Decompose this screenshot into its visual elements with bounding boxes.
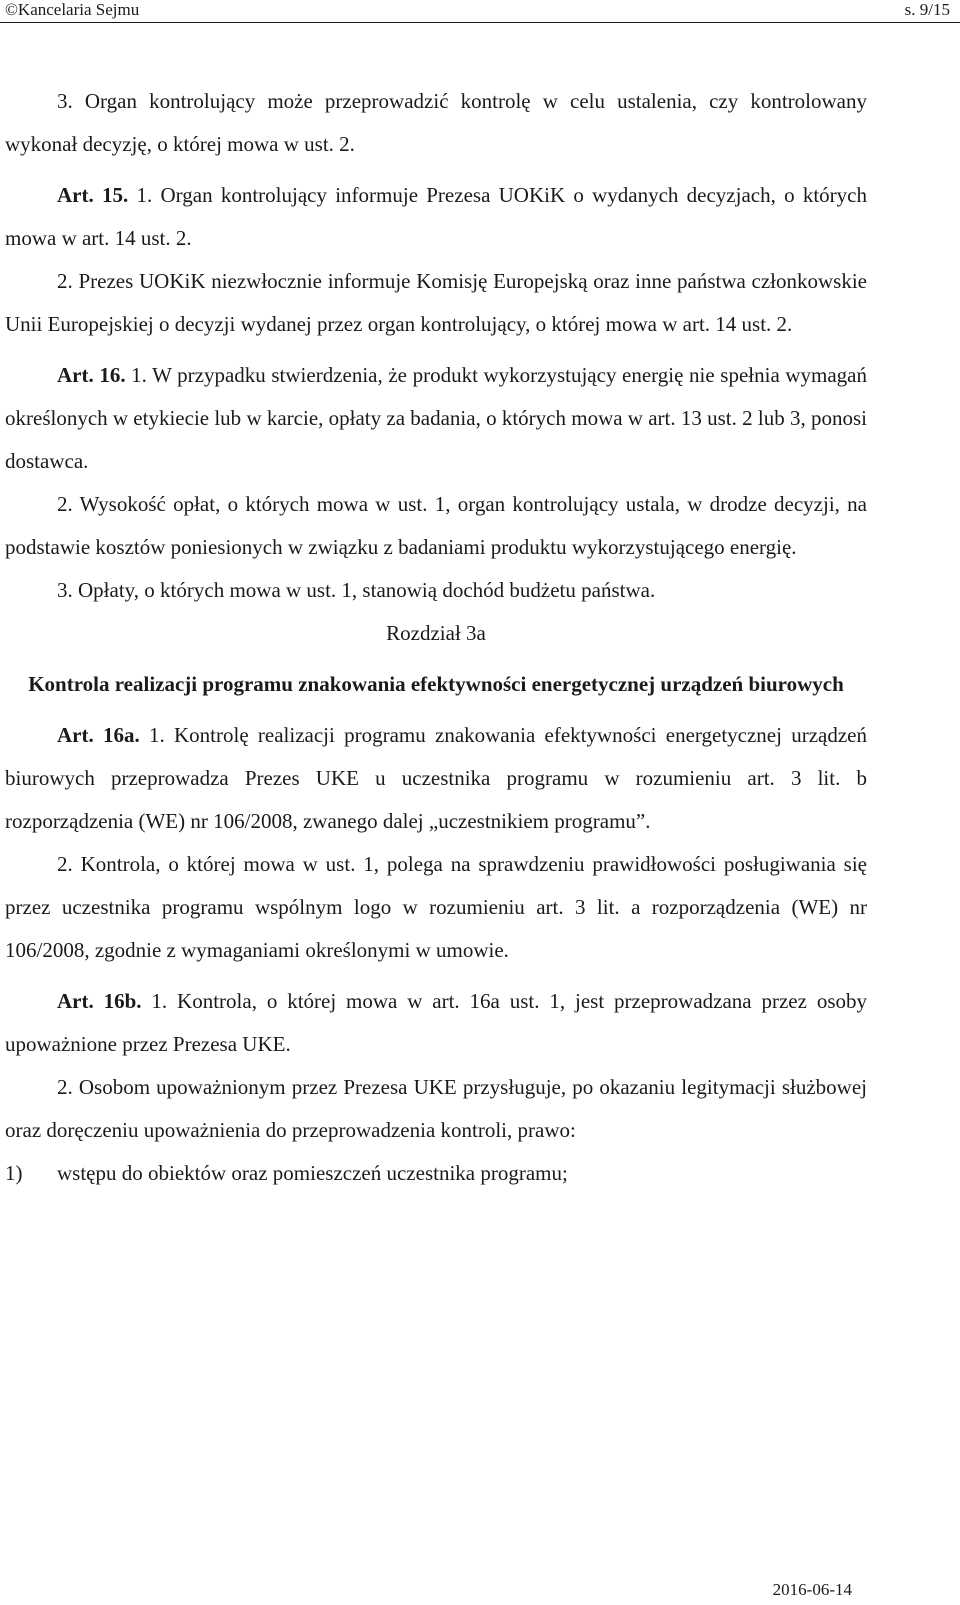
header-copyright: ©Kancelaria Sejmu xyxy=(5,0,140,19)
paragraph-art15-ust1 xyxy=(5,174,867,260)
paragraph-art16a-ust1 xyxy=(5,714,867,843)
paragraph-art15-ust2: 2. Prezes UOKiK niezwłocznie informuje Komisję Europejską oraz inne państwa członkowskie Unii Europejskiej o decyzji wydanej przez organ kontrolujący, o której mowa w art. 14 ust. 2. xyxy=(5,269,867,336)
paragraph-art14-ust3: 3. Organ kontrolujący może przeprowadzić kontrolę w celu ustalenia, czy kontrolowany wykonał decyzję, o której mowa w ust. 2. xyxy=(5,89,867,156)
article-label-art16: Art. 16. xyxy=(57,363,126,387)
article-label-art16b: Art. 16b. xyxy=(57,989,142,1013)
paragraph-art16a-ust2: 2. Kontrola, o której mowa w ust. 1, polega na sprawdzeniu prawidłowości posługiwania się przez uczestnika programu wspólnym logo w rozumieniu art. 3 lit. a rozporządzenia (WE) nr 106/2008, zgodnie z wymaganiami określonymi w umowie. xyxy=(5,852,867,962)
paragraph-art16-ust1 xyxy=(5,354,867,483)
chapter-heading: Rozdział 3a xyxy=(386,621,486,645)
list-item xyxy=(5,1152,867,1195)
footer-date: 2016-06-14 xyxy=(772,1580,852,1599)
art15-ust1-text: 1. Organ kontrolujący informuje Prezesa UOKiK o wydanych decyzjach, o których mowa w art. 14 ust. 2. xyxy=(5,183,867,250)
art16-ust1-text: 1. W przypadku stwierdzenia, że produkt wykorzystujący energię nie spełnia wymagań określonych w etykiecie lub w karcie, opłaty za badania, o których mowa w art. 13 ust. 2 lub 3, ponosi dostawca. xyxy=(5,363,868,473)
paragraph-art16-ust3: 3. Opłaty, o których mowa w ust. 1, stanowią dochód budżetu państwa. xyxy=(57,578,656,602)
art16a-ust1-text: 1. Kontrolę realizacji programu znakowania efektywności energetycznej urządzeń biurowych przeprowadza Prezes UKE u uczestnika programu w rozumieniu art. 3 lit. b rozporządzenia (WE) nr 106/2008, zwanego dalej „uczestnikiem programu”. xyxy=(5,723,867,833)
header-divider xyxy=(0,22,960,23)
art16b-ust1-text: 1. Kontrola, o której mowa w art. 16a ust. 1, jest przeprowadzana przez osoby upoważnione przez Prezesa UKE. xyxy=(5,989,867,1056)
document-body xyxy=(5,80,867,1195)
list-item-text: wstępu do obiektów oraz pomieszczeń uczestnika programu; xyxy=(57,1161,568,1185)
paragraph-art16-ust2: 2. Wysokość opłat, o których mowa w ust. 1, organ kontrolujący ustala, w drodze decyzji, na podstawie kosztów poniesionych w związku z badaniami produktu wykorzystującego energię. xyxy=(5,492,867,559)
paragraph-art16b-ust1 xyxy=(5,980,867,1066)
paragraph-art16b-ust2: 2. Osobom upoważnionym przez Prezesa UKE przysługuje, po okazaniu legitymacji służbowej oraz doręczeniu upoważnienia do przeprowadzenia kontroli, prawo: xyxy=(5,1075,867,1142)
list-item-number: 1) xyxy=(5,1161,23,1185)
chapter-title: Kontrola realizacji programu znakowania efektywności energetycznej urządzeń biurowych xyxy=(28,672,844,696)
header-page-number: s. 9/15 xyxy=(904,0,950,19)
article-label-art15: Art. 15. xyxy=(57,183,129,207)
article-label-art16a: Art. 16a. xyxy=(57,723,140,747)
page-header xyxy=(0,0,960,26)
